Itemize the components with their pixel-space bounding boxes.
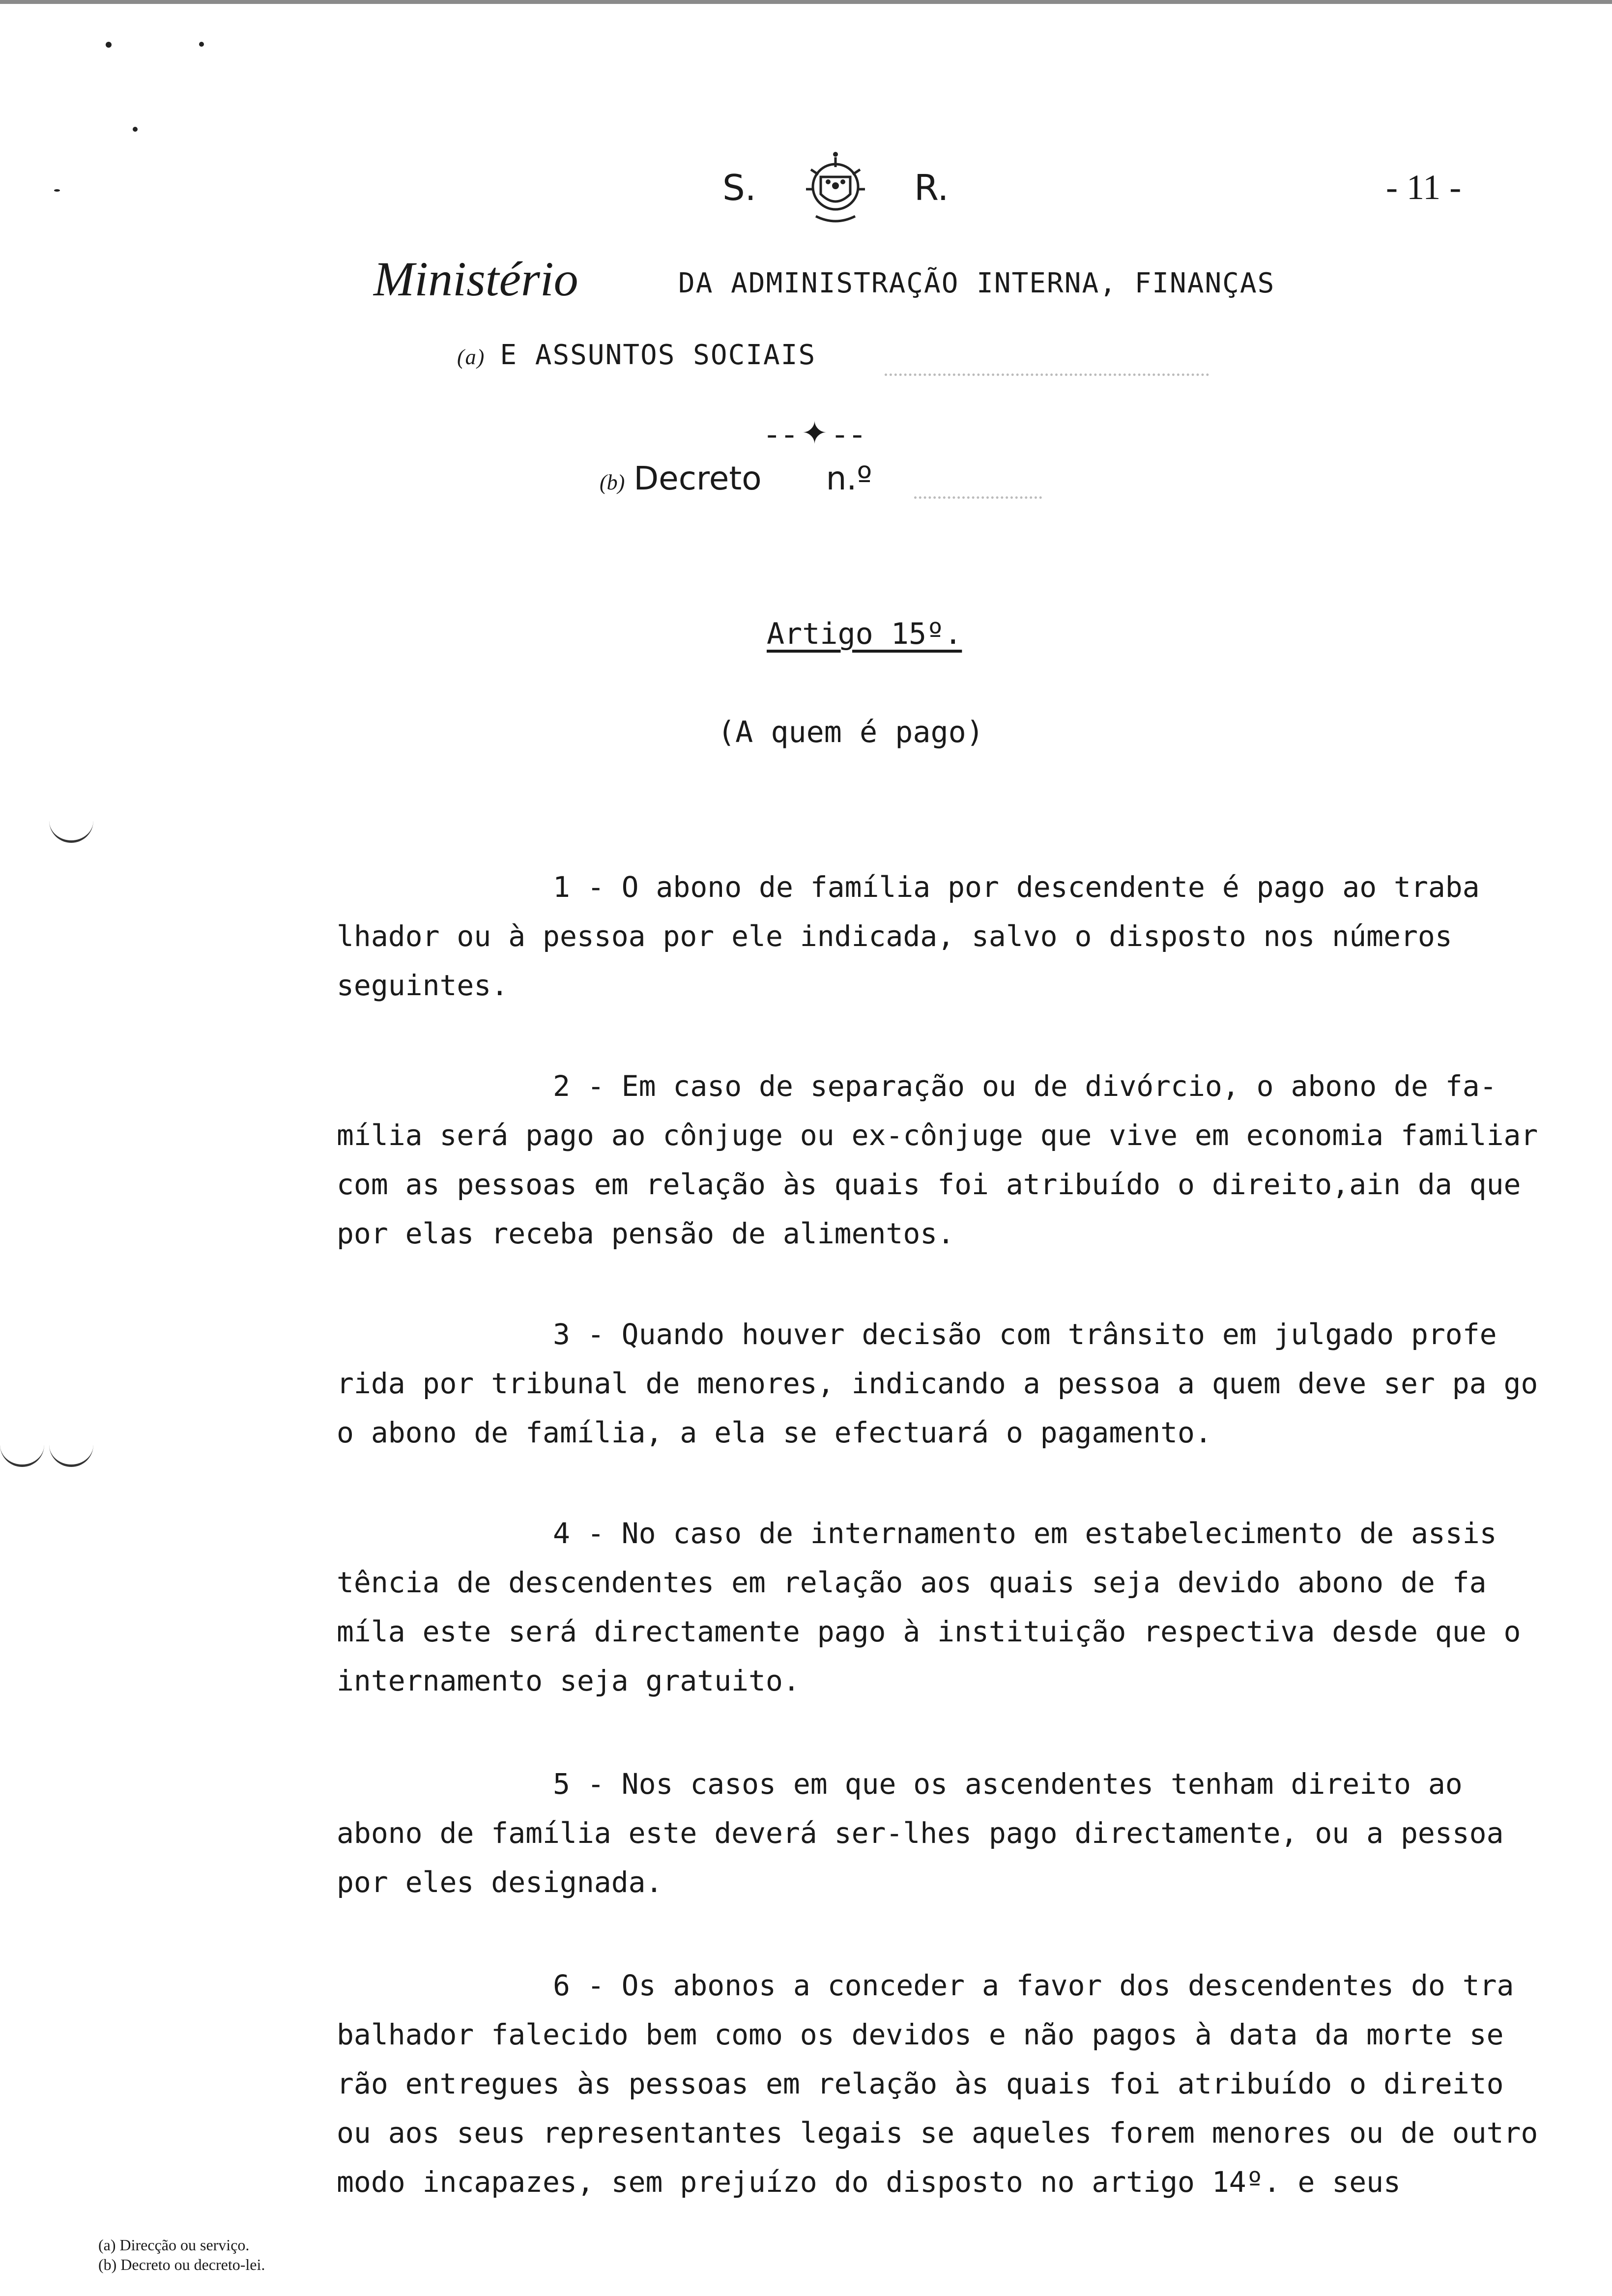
paragraph-first-line: 2 - Em caso de separação ou de divórcio, o abono de fa- <box>553 1069 1497 1103</box>
paragraph-2 <box>337 1062 1551 1258</box>
paragraph-1 <box>337 862 1551 1010</box>
paragraph-body: tência de descendentes em relação aos quais seja devido abono de fa míla este será directamente pago à instituição respectiva desde que o internamento seja gratuito. <box>337 1566 1521 1697</box>
decree-number-label: n.º <box>826 459 872 497</box>
paragraph-body: mília será pago ao cônjuge ou ex-cônjuge que vive em economia familiar com as pessoas em relação às quais foi atribuído o direito,ain da que por elas receba pensão de alimentos. <box>337 1119 1538 1250</box>
paragraph-body: balhador falecido bem como os devidos e não pagos à data da morte se rão entregues às pessoas em relação às quais foi atribuído o direito ou aos seus representantes legais se aqueles forem menores ou de outro modo incapazes, sem prejuízo do disposto no artigo 14º. e seus <box>337 2018 1538 2199</box>
ministry-word: Ministério <box>374 252 578 306</box>
paragraph-first-line: 5 - Nos casos em que os ascendentes tenham direito ao <box>553 1767 1463 1801</box>
article-title: Artigo 15º. <box>767 617 962 651</box>
page-number: - 11 - <box>1386 168 1462 207</box>
scan-speck <box>133 127 138 132</box>
margin-mark <box>0 1440 44 1467</box>
footnotes <box>98 2235 265 2274</box>
footnote-b: (b) Decreto ou decreto-lei. <box>98 2256 265 2273</box>
separator-ornament: --✦-- <box>767 416 869 451</box>
coat-of-arms-icon <box>781 147 890 231</box>
paragraph-5 <box>337 1759 1551 1907</box>
paragraph-body: lhador ou à pessoa por ele indicada, salvo o disposto nos números seguintes. <box>337 919 1452 1002</box>
footnote-a: (a) Direcção ou serviço. <box>98 2236 250 2254</box>
letterhead-right-letter: R. <box>914 167 949 208</box>
footnote-marker-a: (a) <box>457 345 486 369</box>
paragraph-6 <box>337 1961 1551 2207</box>
article-subtitle: (A quem é pago) <box>718 715 984 749</box>
scan-speck <box>54 189 60 192</box>
paragraph-4 <box>337 1509 1551 1705</box>
scan-speck <box>199 42 204 47</box>
fill-in-dotted-line <box>885 373 1209 376</box>
paragraph-3 <box>337 1310 1551 1457</box>
scan-speck <box>106 42 112 48</box>
paragraph-body: rida por tribunal de menores, indicando a pessoa a quem deve ser pa go o abono de família, a ela se efectuará o pagamento. <box>337 1367 1538 1449</box>
letterhead-left-letter: S. <box>722 167 756 208</box>
ministry-name-line1: DA ADMINISTRAÇÃO INTERNA, FINANÇAS <box>678 267 1275 299</box>
letterhead <box>708 147 983 246</box>
paragraph-body: abono de família este deverá ser-lhes pago directamente, ou a pessoa por eles designada. <box>337 1816 1504 1899</box>
decree-label: Decreto <box>633 459 762 497</box>
ministry-name-line2-text: E ASSUNTOS SOCIAIS <box>500 339 816 371</box>
margin-mark <box>49 816 93 843</box>
paragraph-first-line: 3 - Quando houver decisão com trânsito em julgado profe <box>553 1318 1497 1351</box>
decree-line <box>600 459 872 497</box>
paragraph-first-line: 6 - Os abonos a conceder a favor dos descendentes do tra <box>553 1969 1514 2002</box>
ministry-name-line2 <box>457 339 816 371</box>
decree-number-dotted-line <box>914 496 1042 499</box>
ministry-heading <box>374 251 1307 310</box>
margin-mark <box>49 1440 93 1467</box>
footnote-marker-b: (b) <box>600 470 625 494</box>
page-top-edge <box>0 0 1612 4</box>
paragraph-first-line: 1 - O abono de família por descendente é pago ao traba <box>553 870 1480 904</box>
paragraph-first-line: 4 - No caso de internamento em estabelecimento de assis <box>553 1517 1497 1550</box>
